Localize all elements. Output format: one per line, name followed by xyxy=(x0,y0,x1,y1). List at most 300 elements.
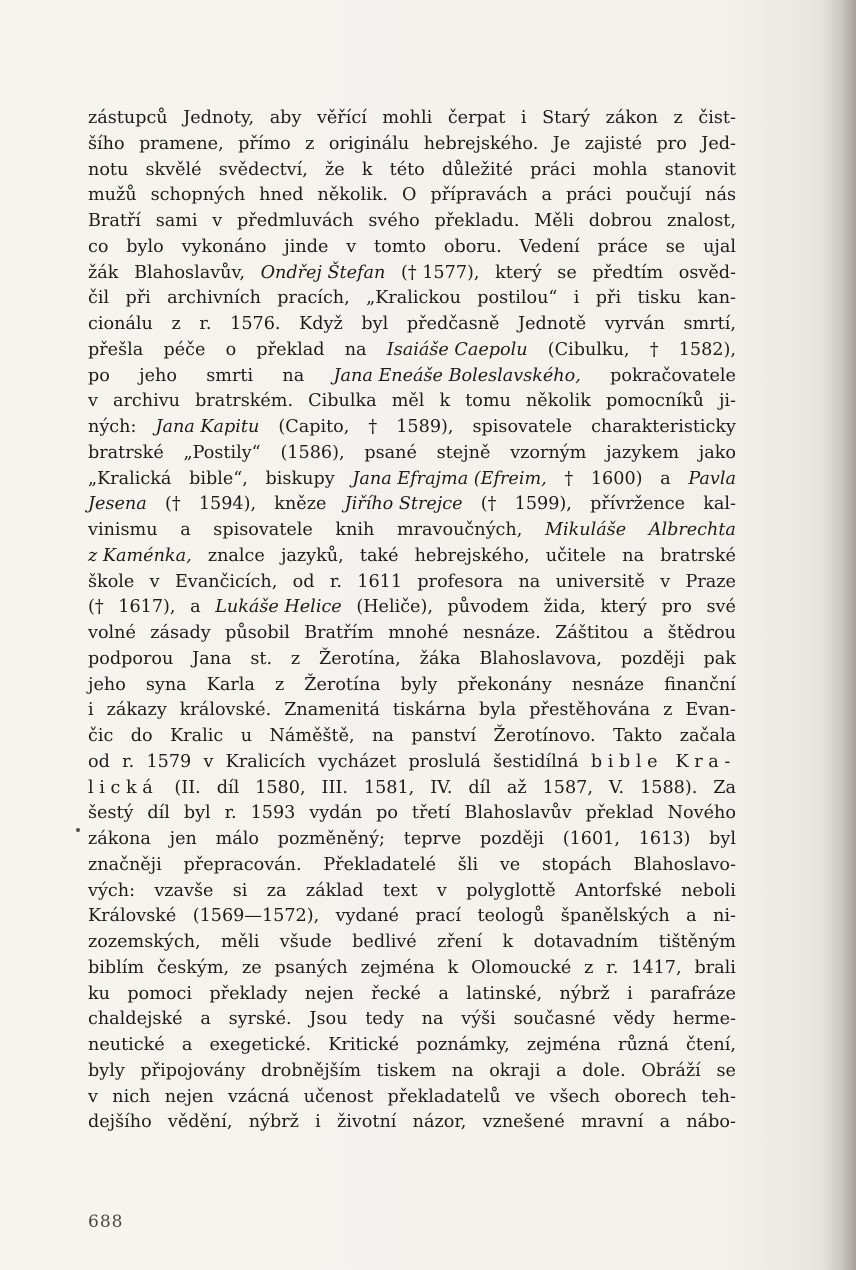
word: čist- xyxy=(698,108,736,128)
word: vydán xyxy=(309,803,363,824)
word: mužů xyxy=(88,185,137,206)
word: se xyxy=(557,262,577,283)
word: tiskárna xyxy=(392,700,466,721)
word: co xyxy=(88,236,109,257)
word: ných: xyxy=(88,417,137,437)
word: Překladatelé xyxy=(323,854,437,875)
text-line xyxy=(88,570,736,596)
word: byl xyxy=(361,314,389,334)
word: psané xyxy=(364,442,417,463)
word: ni- xyxy=(713,906,736,927)
word: Antorfské xyxy=(574,880,662,901)
word: od xyxy=(292,571,315,592)
word: 1576. xyxy=(230,314,281,334)
word: v xyxy=(88,391,98,412)
word: smrti xyxy=(206,365,254,386)
text-line xyxy=(88,853,736,879)
word: pramene, xyxy=(139,133,224,154)
word: této xyxy=(389,159,425,180)
word: českým, xyxy=(156,957,230,978)
word: žák xyxy=(88,262,119,283)
word: († xyxy=(88,597,104,618)
word: syna xyxy=(145,674,187,695)
word: připojovány xyxy=(140,1060,246,1081)
word: působil xyxy=(225,623,290,643)
word: jazykem xyxy=(606,442,680,463)
word: text xyxy=(383,880,418,901)
word: přešla xyxy=(88,339,144,360)
italic-name: Isaiáše Caepolu xyxy=(386,339,528,360)
word: byl xyxy=(709,829,736,849)
word: žida, xyxy=(543,597,586,618)
word: na xyxy=(451,1060,474,1081)
word: tisku xyxy=(637,288,682,309)
word: vzorným xyxy=(510,442,587,463)
word: k xyxy=(447,957,459,978)
word: také xyxy=(359,545,399,566)
word: 1581, xyxy=(363,777,415,798)
word: Kralicích xyxy=(225,751,306,772)
word: 1588). xyxy=(640,777,698,798)
word: nich xyxy=(112,1086,151,1107)
word: podporou xyxy=(88,648,174,669)
word: archivu xyxy=(113,391,180,412)
word: zření xyxy=(437,932,483,952)
word: dole. xyxy=(582,1060,626,1081)
word: vinismu xyxy=(88,520,158,540)
word: pro xyxy=(656,133,687,154)
word: „Kralickou xyxy=(366,288,461,309)
word: mohli xyxy=(382,108,433,128)
word: učenost xyxy=(303,1086,374,1107)
text-line xyxy=(88,235,736,261)
word: k xyxy=(361,159,373,180)
word: k xyxy=(439,391,451,412)
italic-name: Jana Efrajma (Efreim, xyxy=(352,468,547,489)
word: mravoučných, xyxy=(396,520,523,540)
word: postilou“ xyxy=(477,288,558,309)
word: byla xyxy=(478,700,517,721)
word: Znamenitá xyxy=(284,700,380,721)
word: neutické xyxy=(88,1035,165,1055)
word: stejně xyxy=(436,442,491,463)
word: v xyxy=(660,571,671,592)
text-line xyxy=(88,338,736,364)
word: Kritické xyxy=(328,1035,400,1055)
word: bratrském. xyxy=(195,391,294,412)
word: španělských xyxy=(560,906,670,927)
word: a xyxy=(438,983,449,1004)
word: tištěným xyxy=(658,932,736,952)
word: v xyxy=(203,751,214,772)
italic-name: Lukáše Helice xyxy=(215,597,342,618)
word: a xyxy=(181,1035,193,1055)
word: nás xyxy=(705,185,736,206)
word: osvěd- xyxy=(678,262,736,283)
word: ve xyxy=(499,854,521,875)
italic-name: Jesena xyxy=(88,494,147,515)
word: pokračovatele xyxy=(610,365,736,386)
word: neboli xyxy=(681,880,736,901)
word: málo xyxy=(215,829,260,849)
word: Když xyxy=(299,314,343,334)
word: universitě xyxy=(555,571,645,592)
word: později xyxy=(480,829,544,849)
word: † xyxy=(649,339,659,360)
word: volné xyxy=(88,623,136,643)
word: IV. xyxy=(430,777,453,798)
word: 1417, xyxy=(631,957,682,978)
word: 1579 xyxy=(146,751,192,772)
word: který xyxy=(600,597,647,618)
word: že xyxy=(324,159,345,180)
word: čerpat xyxy=(447,108,506,128)
word: přímo xyxy=(238,133,291,154)
word: názor, xyxy=(412,1112,467,1133)
word: herme- xyxy=(672,1009,736,1030)
word: byly xyxy=(400,674,438,695)
word: od xyxy=(88,751,110,772)
word: v xyxy=(346,236,357,257)
word: († xyxy=(164,494,181,515)
word: později xyxy=(620,648,685,669)
word: hebrejského. xyxy=(423,133,539,154)
word: 1580, xyxy=(255,777,306,798)
word: charakteristicky xyxy=(591,417,736,437)
word: Žerotínovo. xyxy=(493,726,596,746)
text-line xyxy=(88,827,736,853)
text-line xyxy=(88,286,736,312)
text-line xyxy=(88,467,736,493)
word: teh- xyxy=(701,1086,736,1107)
text-line xyxy=(88,158,736,184)
word: chaldejské xyxy=(88,1009,183,1030)
word: šli xyxy=(457,854,479,875)
word: z xyxy=(584,957,594,978)
italic-name: Pavla xyxy=(688,468,736,489)
word: Blahoslavo- xyxy=(633,854,736,875)
body-text xyxy=(88,106,736,1136)
word: skvělé xyxy=(145,159,202,180)
word: dotavadním xyxy=(533,932,639,952)
word: kan- xyxy=(697,288,736,309)
word: „Kralická xyxy=(88,468,172,489)
word: i xyxy=(88,700,94,721)
word: a xyxy=(556,1060,567,1081)
word: Starý xyxy=(542,108,591,128)
text-line xyxy=(88,1110,736,1136)
word: vědění, xyxy=(167,1112,233,1133)
word: do xyxy=(130,726,153,746)
word: vyrván xyxy=(604,314,665,334)
spaced-word: Kra- xyxy=(675,751,736,772)
word: nesnáze xyxy=(571,674,645,695)
word: nýbrž xyxy=(559,983,610,1004)
word: okraji xyxy=(489,1060,541,1081)
word: vých: xyxy=(88,880,135,901)
word: 1582), xyxy=(678,339,736,360)
text-line xyxy=(88,364,736,390)
word: smrtí, xyxy=(683,314,736,334)
word: značněji xyxy=(88,854,162,875)
text-line xyxy=(88,698,736,724)
word: ze xyxy=(241,957,262,978)
word: syrské. xyxy=(228,1009,292,1030)
word: Jednotě xyxy=(518,314,587,334)
word: profesora xyxy=(417,571,504,592)
word: jinde xyxy=(284,236,329,257)
word: Vedení xyxy=(519,236,580,257)
text-line xyxy=(88,879,736,905)
word: (II. xyxy=(174,777,201,798)
word: knih xyxy=(335,520,375,540)
word: r. xyxy=(606,957,619,978)
word: Praze xyxy=(685,571,736,592)
word: šího xyxy=(88,133,125,154)
word: V. xyxy=(608,777,625,798)
word: učitele xyxy=(545,545,607,566)
word: r. xyxy=(199,314,212,334)
word: vykonáno xyxy=(181,236,267,257)
text-line xyxy=(88,776,736,802)
word: přípravách xyxy=(430,185,528,206)
word: své xyxy=(706,597,736,618)
word: i xyxy=(573,288,580,309)
text-line xyxy=(88,750,736,776)
word: Jana xyxy=(192,648,232,669)
word: předmluvách xyxy=(237,211,354,231)
word: bratrské xyxy=(660,545,736,566)
word: mnohé xyxy=(388,623,449,643)
word: proslulá xyxy=(408,751,481,772)
word: jazyků, xyxy=(280,545,344,566)
word: jako xyxy=(698,442,736,463)
word: Blahoslavova, xyxy=(479,648,602,669)
word: Bratřím xyxy=(304,623,374,643)
word: notu xyxy=(88,159,129,180)
word: teologů xyxy=(477,906,545,927)
word: na xyxy=(622,545,645,566)
word: jen xyxy=(169,829,197,849)
word: i xyxy=(315,1112,321,1133)
word: originálu xyxy=(328,133,410,154)
word: různá xyxy=(618,1035,669,1055)
italic-name: Albrechta xyxy=(648,520,736,540)
word: bedlivé xyxy=(352,932,417,952)
word: (Cibulku, xyxy=(547,339,630,360)
text-line xyxy=(88,956,736,982)
word: hebrejského, xyxy=(414,545,530,566)
word: práci xyxy=(566,185,612,206)
word: na xyxy=(372,726,394,746)
word: 1613) xyxy=(638,829,691,849)
word: v xyxy=(436,880,447,901)
word: (1586), xyxy=(280,442,345,463)
word: ve xyxy=(514,1086,536,1107)
word: bible“, xyxy=(189,468,248,489)
word: byly xyxy=(88,1060,125,1081)
text-line xyxy=(88,132,736,158)
word: a xyxy=(660,468,671,489)
word: přestěhována xyxy=(529,700,651,721)
word: při xyxy=(595,288,622,309)
word: nesnáze. xyxy=(462,623,541,643)
word: na xyxy=(518,571,541,592)
word: a xyxy=(190,597,201,618)
word: pomocníků xyxy=(605,391,704,412)
word: ujal xyxy=(703,236,736,257)
word: spisovatele xyxy=(213,520,313,540)
word: stanovit xyxy=(664,159,736,180)
text-line xyxy=(88,1007,736,1033)
italic-name: Jana Kapitu xyxy=(155,417,260,437)
text-line xyxy=(88,1059,736,1085)
word: finanční xyxy=(664,674,736,695)
word: bylo xyxy=(126,236,164,257)
text-line xyxy=(88,621,736,647)
text-line xyxy=(88,801,736,827)
word: teprve xyxy=(403,829,462,849)
word: a xyxy=(659,1112,671,1133)
word: a xyxy=(686,906,697,927)
word: Cibulka xyxy=(308,391,377,412)
word: původem xyxy=(447,597,530,618)
word: překladatelů xyxy=(387,1086,501,1107)
word: kněze xyxy=(274,494,327,515)
text-line xyxy=(88,441,736,467)
word: vycházet xyxy=(317,751,397,772)
word: († 1577), xyxy=(400,262,480,283)
word: (Heliče), xyxy=(356,597,433,618)
word: r. xyxy=(329,571,342,592)
word: latinské, xyxy=(466,983,543,1004)
word: práce xyxy=(597,236,648,257)
word: Je xyxy=(552,133,571,154)
word: v xyxy=(88,1086,98,1107)
text-line xyxy=(88,106,736,132)
word: znalce xyxy=(207,545,265,566)
word: Karla xyxy=(206,674,255,695)
word: královské. xyxy=(179,700,272,721)
word: a xyxy=(180,520,191,540)
word: u xyxy=(240,726,253,746)
word: prací xyxy=(415,906,462,927)
word: ku xyxy=(88,983,110,1004)
word: Za xyxy=(713,777,736,798)
word: překlad xyxy=(585,803,654,824)
word: za xyxy=(266,880,287,901)
word: 1617), xyxy=(118,597,176,618)
word: tedy xyxy=(365,1009,404,1030)
word: současné xyxy=(513,1009,596,1030)
text-line xyxy=(88,183,736,209)
text-line xyxy=(88,673,736,699)
word: na xyxy=(282,365,305,386)
word: Takto xyxy=(613,726,663,746)
word: péče xyxy=(163,339,206,360)
word: měl xyxy=(391,391,425,412)
binding-shadow xyxy=(822,0,856,1270)
word: drobnějším xyxy=(260,1060,362,1081)
word: Žerotína xyxy=(304,674,381,695)
word: předčasně xyxy=(406,314,500,334)
word: z xyxy=(290,648,301,669)
word: nábo- xyxy=(686,1112,736,1133)
word: z xyxy=(171,314,181,334)
word: zejména xyxy=(526,1035,601,1055)
word: věřící xyxy=(316,108,367,128)
page-number: 688 xyxy=(88,1212,124,1232)
word: 1600) xyxy=(590,468,643,489)
word: Kralic xyxy=(170,726,224,746)
word: mravní xyxy=(580,1112,644,1133)
word: v xyxy=(149,571,160,592)
word: O xyxy=(402,185,417,206)
word: vzavše xyxy=(154,880,214,901)
word: žáka xyxy=(419,648,461,669)
word: biskupy xyxy=(265,468,335,489)
word: překonány xyxy=(457,674,552,695)
word: hned xyxy=(259,185,304,206)
italic-name: Mikuláše xyxy=(544,520,627,540)
word: exegetické. xyxy=(209,1035,312,1055)
word: kal- xyxy=(703,494,736,515)
word: Blahoslavův, xyxy=(134,262,245,283)
word: nejen xyxy=(164,1086,214,1107)
spaced-word: bible xyxy=(590,751,664,772)
word: v xyxy=(212,211,223,231)
spaced-word: lická xyxy=(88,777,159,798)
word: (1569—1572), xyxy=(192,906,320,927)
text-line xyxy=(88,930,736,956)
word: díl xyxy=(147,803,170,824)
text-line xyxy=(88,647,736,673)
word: Jsou xyxy=(309,1009,348,1030)
italic-name: Jana Eneáše Boleslavského, xyxy=(333,365,581,386)
word: zákon xyxy=(605,108,658,128)
word: bratrské xyxy=(88,442,164,463)
word: i xyxy=(627,983,633,1004)
word: tomto xyxy=(374,236,427,257)
word: zozemských, xyxy=(88,932,201,952)
word: 1611 xyxy=(357,571,403,592)
word: začala xyxy=(679,726,736,746)
word: na xyxy=(421,1009,444,1030)
italic-name: Ondřej Štefan xyxy=(260,262,386,283)
word: si xyxy=(232,880,248,901)
word: díl xyxy=(468,777,491,798)
word: jeho xyxy=(139,365,177,386)
word: 1589), xyxy=(396,417,454,437)
word: který xyxy=(495,262,542,283)
word: práci xyxy=(530,159,576,180)
text-line xyxy=(88,312,736,338)
word: (1601, xyxy=(562,829,620,849)
word: oborech xyxy=(614,1086,687,1107)
word: parafráze xyxy=(650,983,736,1004)
word: čtení, xyxy=(686,1035,736,1055)
text-line xyxy=(88,518,736,544)
word: z xyxy=(274,674,285,695)
word: jeho xyxy=(88,674,126,695)
word: životní xyxy=(336,1112,397,1133)
word: Královské xyxy=(88,906,177,927)
word: předtím xyxy=(592,262,664,283)
word: psaných xyxy=(274,957,348,978)
word: Měli xyxy=(534,211,574,231)
word: na xyxy=(344,339,367,360)
word: překladu. xyxy=(434,211,520,231)
